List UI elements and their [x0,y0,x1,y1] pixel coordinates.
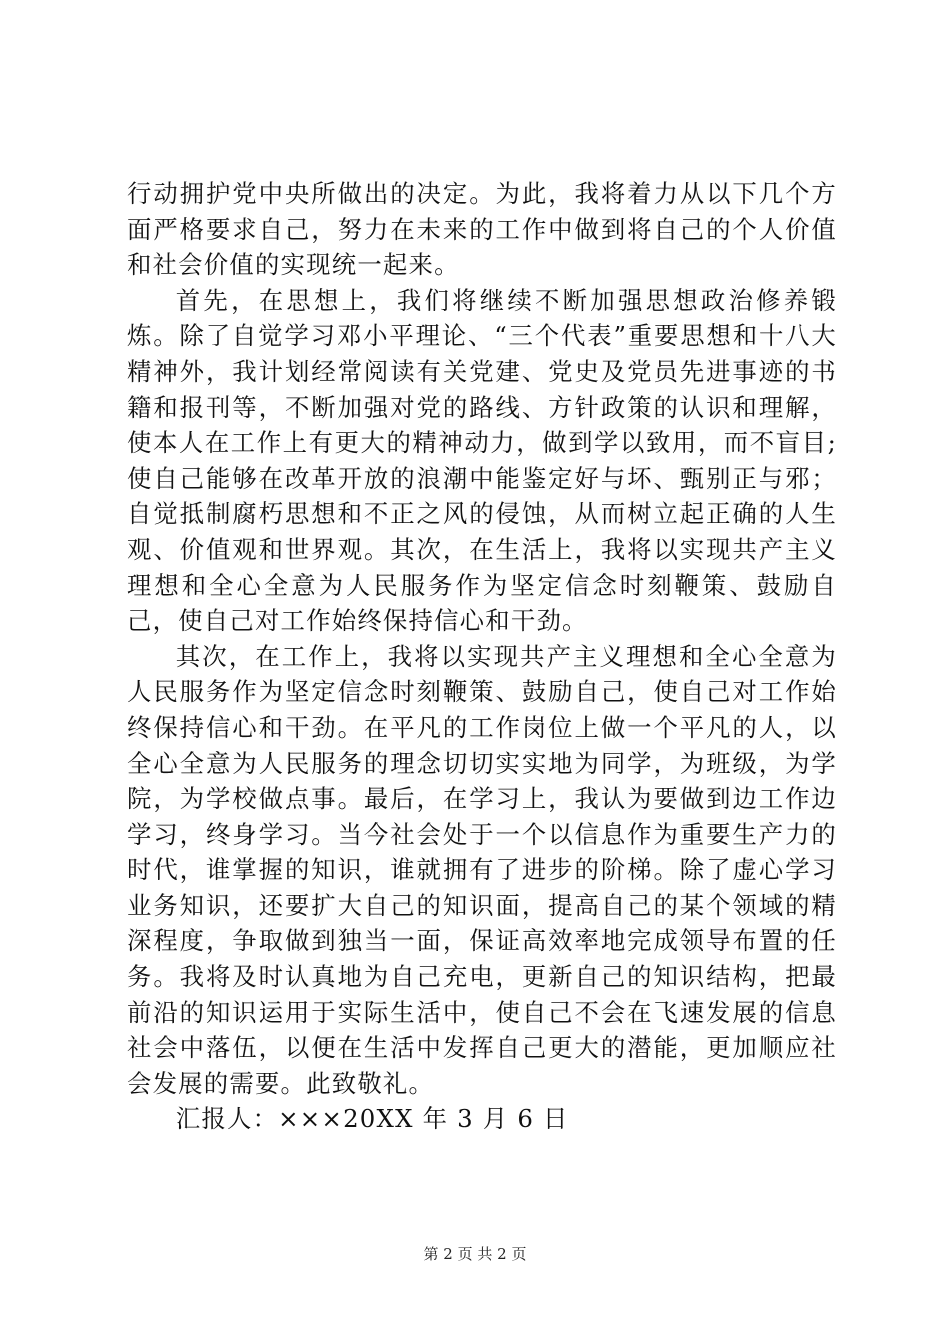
signature-line: 汇报人：×××20XX 年 3 月 6 日 [175,1104,569,1134]
paragraph-thinking: 首先，在思想上，我们将继续不断加强思想政治修养锻炼。除了自觉学习邓小平理论、“三个代表”重要思想和十八大精神外，我计划经常阅读有关党建、党史及党员先进事迹的书籍和报刊等，不断加强对党的路线、方针政策的认识和理解，使本人在工作上有更大的精神动力，做到学以致用，而不盲目;使自己能够在改革开放的浪潮中能鉴定好与坏、甄别正与邪；自觉抵制腐朽思想和不正之风的侵蚀，从而树立起正确的人生观、价值观和世界观。其次，在生活上，我将以实现共产主义理想和全心全意为人民服务作为坚定信念时刻鞭策、鼓励自己，使自己对工作始终保持信心和干劲。 [127,285,837,636]
paragraph-continuation: 行动拥护党中央所做出的决定。为此，我将着力从以下几个方面严格要求自己，努力在未来的工作中做到将自己的个人价值和社会价值的实现统一起来。 [127,179,837,280]
document-body [127,176,837,1137]
paragraph-work-study: 其次，在工作上，我将以实现共产主义理想和全心全意为人民服务作为坚定信念时刻鞭策、鼓励自己，使自己对工作始终保持信心和干劲。在平凡的工作岗位上做一个平凡的人，以全心全意为人民服务的理念切切实实地为同学，为班级，为学院，为学校做点事。最后，在学习上，我认为要做到边工作边学习，终身学习。当今社会处于一个以信息作为重要生产力的时代，谁掌握的知识，谁就拥有了进步的阶梯。除了虚心学习业务知识，还要扩大自己的知识面，提高自己的某个领域的精深程度，争取做到独当一面，保证高效率地完成领导布置的任务。我将及时认真地为自己充电，更新自己的知识结构，把最前沿的知识运用于实际生活中，使自己不会在飞速发展的信息社会中落伍，以便在生活中发挥自己更大的潜能，更加顺应社会发展的需要。此致敬礼。 [127,641,837,1098]
page-footer: 第 2 页 共 2 页 [423,1245,527,1263]
